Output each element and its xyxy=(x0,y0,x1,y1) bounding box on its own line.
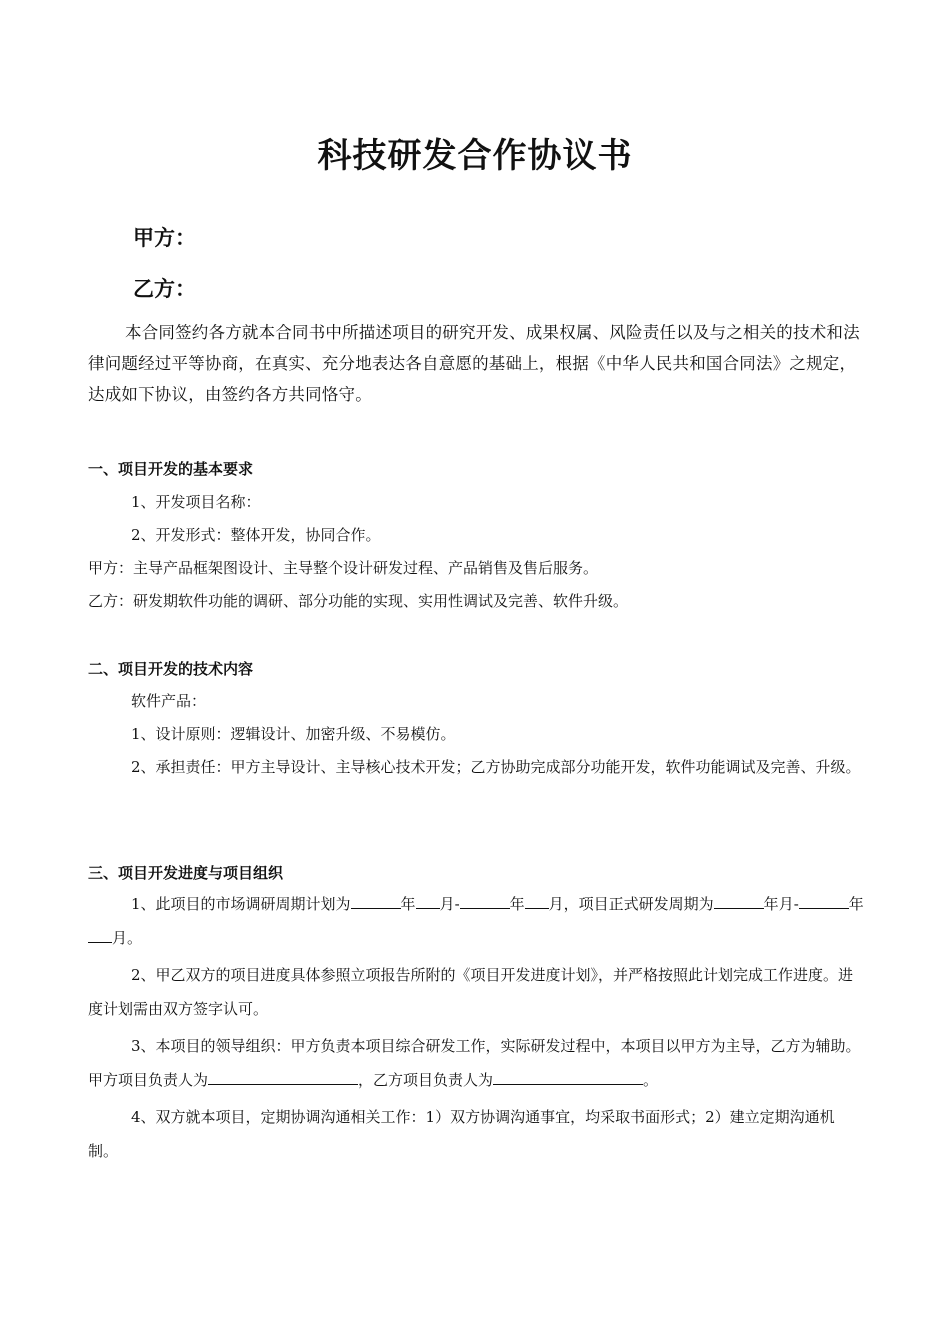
section2-item1: 1、设计原则：逻辑设计、加密升级、不易模仿。 xyxy=(131,725,456,743)
section3-item3-text2: ，乙方项目负责人为 xyxy=(358,1071,494,1089)
section2-heading: 二、项目开发的技术内容 xyxy=(88,660,254,678)
blank-year-3[interactable] xyxy=(714,894,764,909)
month-dash-label: 月- xyxy=(439,895,460,913)
blank-month-3[interactable] xyxy=(88,928,112,943)
section3-item1-text: 1、此项目的市场调研周期计划为 xyxy=(131,895,351,913)
section2-sub: 软件产品： xyxy=(131,692,207,710)
year-label: 年 xyxy=(509,895,525,913)
month-dash-label: 月- xyxy=(778,895,799,913)
year-label: 年 xyxy=(763,895,779,913)
section3-item3-text: 3、本项目的领导组织：甲方负责本项目综合研发工作，实际研发过程中，本项目以甲方为主导，乙方为辅助。甲方项目负责人为 xyxy=(88,1037,861,1089)
section3-heading: 三、项目开发进度与项目组织 xyxy=(88,864,284,882)
section3-item2: 2、甲乙双方的项目进度具体参照立项报告所附的《项目开发进度计划》，并严格按照此计划完成工作进度。进度计划需由双方签字认可。 xyxy=(88,966,854,1018)
section3-item1 xyxy=(88,887,864,955)
blank-party-b-leader[interactable] xyxy=(493,1070,643,1085)
party-b-label: 乙方： xyxy=(133,277,196,301)
section1-heading: 一、项目开发的基本要求 xyxy=(88,460,254,478)
blank-month-2[interactable] xyxy=(525,894,549,909)
party-a-label: 甲方： xyxy=(133,226,196,250)
month-comma-label: 月，项目正式研发周期为 xyxy=(548,895,714,913)
section1-party-b-role: 乙方：研发期软件功能的调研、部分功能的实现、实用性调试及完善、软件升级。 xyxy=(88,592,629,610)
blank-year-1[interactable] xyxy=(351,894,401,909)
intro-paragraph: 本合同签约各方就本合同书中所描述项目的研究开发、成果权属、风险责任以及与之相关的技术和法律问题经过平等协商，在真实、充分地表达各自意愿的基础上，根据《中华人民共和国合同法》之规定，达成如下协议，由签约各方共同恪守。 xyxy=(88,323,860,404)
section2-item2: 2、承担责任：甲方主导设计、主导核心技术开发；乙方协助完成部分功能开发，软件功能调试及完善、升级。 xyxy=(131,758,861,776)
year-label: 年 xyxy=(400,895,416,913)
blank-year-4[interactable] xyxy=(799,894,849,909)
month-end-label: 月。 xyxy=(112,929,143,947)
section1-item2: 2、开发形式：整体开发，协同合作。 xyxy=(131,526,381,544)
blank-year-2[interactable] xyxy=(460,894,510,909)
blank-month-1[interactable] xyxy=(416,894,440,909)
section3-item3-end: 。 xyxy=(643,1071,659,1089)
blank-party-a-leader[interactable] xyxy=(208,1070,358,1085)
section3-item4: 4、双方就本项目，定期协调沟通相关工作：1）双方协调沟通事宜，均采取书面形式；2）建立定期沟通机制。 xyxy=(88,1108,835,1160)
section3-item3 xyxy=(88,1029,864,1097)
year-label: 年 xyxy=(848,895,864,913)
section1-party-a-role: 甲方：主导产品框架图设计、主导整个设计研发过程、产品销售及售后服务。 xyxy=(88,559,599,577)
document-title: 科技研发合作协议书 xyxy=(317,136,633,176)
section1-item1: 1、开发项目名称： xyxy=(131,493,261,511)
